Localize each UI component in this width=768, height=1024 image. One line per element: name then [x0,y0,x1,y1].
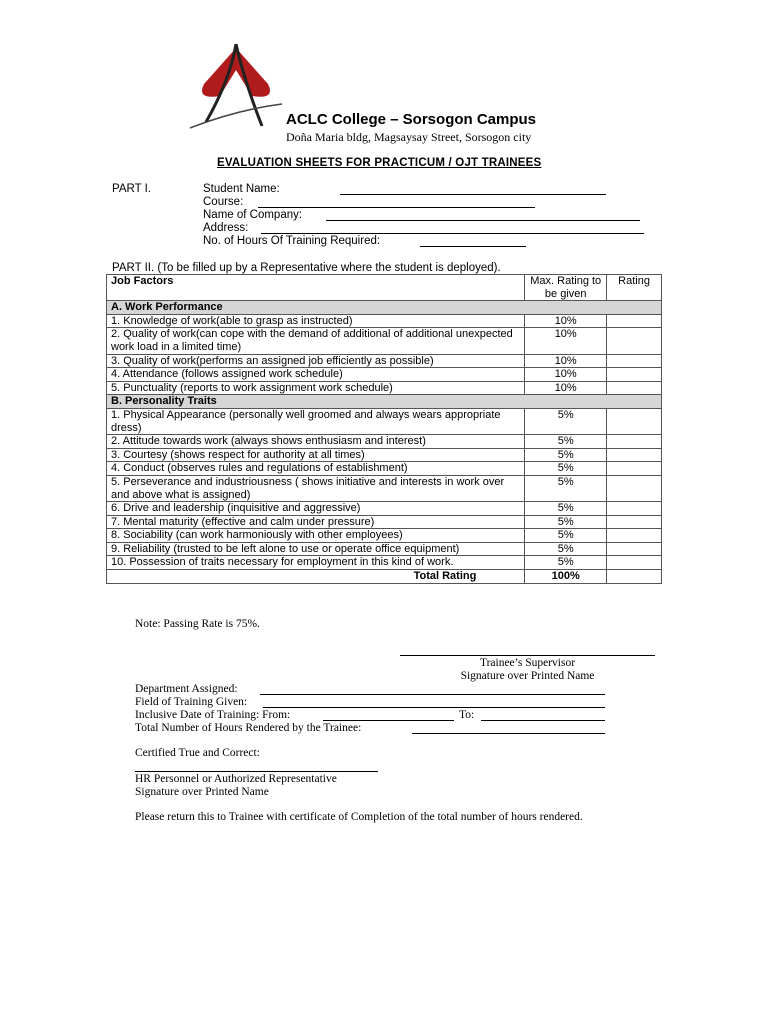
evaluation-table [106,274,662,584]
max-rating: 5% [525,502,607,516]
training-field-label: Field of Training Given: [135,696,248,708]
section-title: A. Work Performance [107,301,662,315]
course-label: Course: [203,196,244,208]
total-hours-label: Total Number of Hours Rendered by the Trainee: [135,722,362,734]
hours-required-label: No. of Hours Of Training Required: [203,235,381,247]
rating-cell[interactable] [607,502,662,516]
max-rating: 5% [525,448,607,462]
max-rating: 10% [525,354,607,368]
table-row [107,314,662,328]
job-factor: 1. Physical Appearance (personally well groomed and always wears appropriate dress) [107,408,525,434]
rating-cell[interactable] [607,328,662,354]
max-rating: 5% [525,475,607,501]
rating-cell[interactable] [607,462,662,476]
department-label: Department Assigned: [135,683,238,695]
job-factor: 3. Courtesy (shows respect for authority at all times) [107,448,525,462]
max-rating: 5% [525,542,607,556]
job-factor: 2. Attitude towards work (always shows enthusiasm and interest) [107,435,525,449]
total-rating-value: 100% [525,570,607,584]
total-row [107,570,662,584]
max-rating: 5% [525,529,607,543]
table-row [107,408,662,434]
job-factor: 1. Knowledge of work(able to grasp as instructed) [107,314,525,328]
max-rating: 10% [525,314,607,328]
total-hours-field[interactable] [412,723,605,734]
rating-cell[interactable] [607,542,662,556]
company-label: Name of Company: [203,209,303,221]
max-rating: 10% [525,381,607,395]
table-row [107,435,662,449]
table-row [107,502,662,516]
department-field[interactable] [260,684,605,695]
college-name: ACLC College – Sorsogon Campus [286,111,537,128]
job-factor: 5. Punctuality (reports to work assignment work schedule) [107,381,525,395]
hr-subtitle: Signature over Printed Name [135,786,269,798]
rating-cell[interactable] [607,435,662,449]
form-title: EVALUATION SHEETS FOR PRACTICUM / OJT TRAINEES [217,157,542,169]
logo-right-wing [236,48,270,97]
college-logo [186,40,286,132]
job-factor: 4. Conduct (observes rules and regulations of establishment) [107,462,525,476]
header-job-factors: Job Factors [107,275,525,301]
passing-rate-note: Note: Passing Rate is 75%. [135,618,260,630]
max-rating: 5% [525,462,607,476]
job-factor: 7. Mental maturity (effective and calm under pressure) [107,515,525,529]
date-to-label: To: [459,709,475,721]
table-row [107,515,662,529]
company-field[interactable] [326,210,640,221]
total-rating-label: Total Rating [107,570,525,584]
table-row [107,448,662,462]
rating-cell[interactable] [607,314,662,328]
job-factor: 3. Quality of work(performs an assigned job efficiently as possible) [107,354,525,368]
hr-role: HR Personnel or Authorized Representative [135,773,337,785]
job-factor: 4. Attendance (follows assigned work schedule) [107,368,525,382]
rating-cell[interactable] [607,515,662,529]
closing-note: Please return this to Trainee with certificate of Completion of the total number of hours rendered. [135,811,583,823]
logo-left-wing [202,48,236,97]
table-row [107,529,662,543]
rating-cell[interactable] [607,408,662,434]
job-factor: 9. Reliability (trusted to be left alone to use or operate office equipment) [107,542,525,556]
student-name-label: Student Name: [203,183,280,195]
job-factor: 10. Possession of traits necessary for employment in this kind of work. [107,556,525,570]
date-from-field[interactable] [323,710,454,721]
total-rating-cell[interactable] [607,570,662,584]
address-field[interactable] [261,223,644,234]
date-to-field[interactable] [481,710,605,721]
job-factor: 2. Quality of work(can cope with the demand of additional of additional unexpected work load in a limited time) [107,328,525,354]
max-rating: 10% [525,368,607,382]
rating-cell[interactable] [607,368,662,382]
table-row [107,354,662,368]
rating-cell[interactable] [607,529,662,543]
rating-cell[interactable] [607,556,662,570]
supervisor-subtitle: Signature over Printed Name [460,670,595,682]
table-row [107,381,662,395]
supervisor-signature-line[interactable] [400,645,655,656]
max-rating: 5% [525,515,607,529]
max-rating: 5% [525,408,607,434]
address-label: Address: [203,222,249,234]
hr-signature-line[interactable] [135,761,378,772]
header-rating: Rating [607,275,662,301]
job-factor: 6. Drive and leadership (inquisitive and aggressive) [107,502,525,516]
supervisor-title: Trainee’s Supervisor [479,657,576,669]
table-row [107,542,662,556]
student-name-field[interactable] [340,184,606,195]
rating-cell[interactable] [607,448,662,462]
rating-cell[interactable] [607,475,662,501]
max-rating: 5% [525,435,607,449]
training-field-field[interactable] [263,697,605,708]
table-row [107,475,662,501]
part2-label: PART II. (To be filled up by a Representative where the student is deployed). [112,262,501,274]
hours-required-field[interactable] [420,236,526,247]
job-factor: 8. Sociability (can work harmoniously with other employees) [107,529,525,543]
section-row-personality-traits [107,395,662,409]
max-rating: 10% [525,328,607,354]
table-header-row [107,275,662,301]
section-title: B. Personality Traits [107,395,662,409]
table-row [107,556,662,570]
part1-label: PART I. [112,183,151,195]
table-row [107,328,662,354]
table-row [107,368,662,382]
max-rating: 5% [525,556,607,570]
table-row [107,462,662,476]
course-field[interactable] [258,197,535,208]
section-row-work-performance [107,301,662,315]
rating-cell[interactable] [607,354,662,368]
college-address: Doña Maria bldg, Magsaysay Street, Sorsogon city [286,130,532,144]
job-factor: 5. Perseverance and industriousness ( shows initiative and interests in work over and above what is assigned) [107,475,525,501]
rating-cell[interactable] [607,381,662,395]
header-max-rating: Max. Rating to be given [525,275,607,301]
certified-label: Certified True and Correct: [135,747,260,759]
inclusive-date-label: Inclusive Date of Training: From: [135,709,291,721]
